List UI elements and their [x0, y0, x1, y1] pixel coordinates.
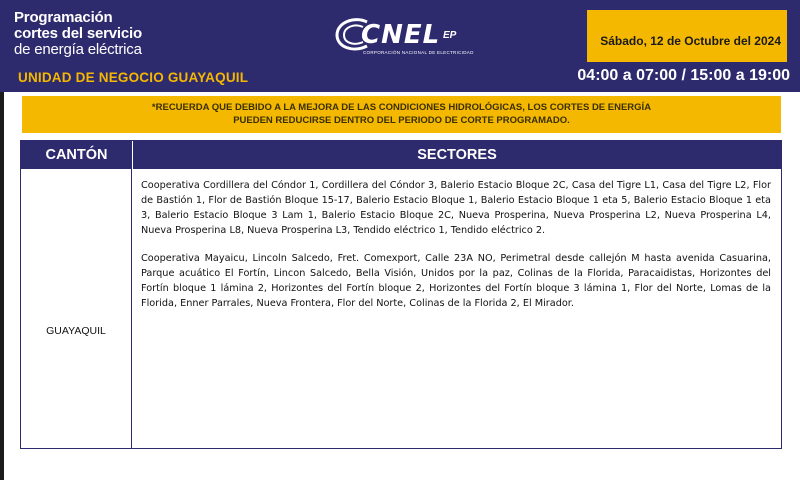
logo-wordmark: CNEL — [361, 20, 441, 50]
title-block — [14, 10, 142, 58]
logo-suffix: EP — [443, 30, 457, 41]
sectors-table — [20, 140, 782, 449]
logo-subtitle: CORPORACIÓN NACIONAL DE ELECTRICIDAD — [363, 50, 474, 55]
notice-banner — [22, 96, 781, 133]
sector-list-1: Cooperativa Cordillera del Cóndor 1, Cordillera del Cóndor 3, Balerio Estacio Bloque 2C, Casa del Tigre L1, Casa del Tigre L2, Flor de Bastión 1, Flor de Bastión Bloque 15-17, Balerio Estacio Bloque 1, Balerio Estacio Bloque 1 eta 5, Balerio Estacio Bloque 1 eta 3, Balerio Estacio Bloque 3 Lam 1, Balerio Estacio Bloque 2C, Nueva Prosperina, Nueva Prosperina L2, Nueva Prosperina L4, Nueva Prosperina L8, Nueva Prosperina L3, Tendido eléctrico 1, Tendido eléctrico 2. — [141, 180, 771, 236]
sector-list-2: Cooperativa Mayaicu, Lincoln Salcedo, Fret. Comexport, Calle 23A NO, Perimetral desde callejón M hasta avenida Casuarina, Parque acuático El Fortín, Lincon Salcedo, Bella Visión, Unidos por la paz, Colinas de la Florida, Paracaidistas, Horizontes del Fortín bloque 1 lámina 2, Horizontes del Fortín bloque 2, Horizontes del Fortín bloque 3 lámina 1, Flor del Norte, Lomas de la Florida, Enner Parrales, Nueva Frontera, Flor del Norte, Colinas de la Florida 2, El Mirador. — [141, 253, 771, 309]
date-text: Sábado, 12 de Octubre del 2024 — [600, 34, 781, 48]
cell-sectores — [132, 169, 781, 448]
cell-canton: GUAYAQUIL — [21, 169, 132, 448]
title-line-2: cortes del servicio — [14, 25, 142, 42]
notice-line-2: PUEDEN REDUCIRSE DENTRO DEL PERIODO DE CORTE PROGRAMADO. — [233, 115, 570, 126]
cnel-logo — [333, 16, 473, 62]
date-box — [587, 10, 787, 62]
header-sectores: SECTORES — [133, 141, 781, 169]
header-canton: CANTÓN — [21, 141, 133, 169]
business-unit-label: UNIDAD DE NEGOCIO GUAYAQUIL — [18, 70, 249, 85]
title-line-1: Programación — [14, 9, 113, 26]
schedule-time: 04:00 a 07:00 / 15:00 a 19:00 — [577, 67, 790, 84]
left-edge-bar — [0, 92, 4, 480]
header-banner — [0, 0, 800, 92]
title-line-3: de energía eléctrica — [14, 41, 142, 58]
notice-line-1: *RECUERDA QUE DEBIDO A LA MEJORA DE LAS CONDICIONES HIDROLÓGICAS, LOS CORTES DE ENERGÍA — [151, 102, 652, 113]
